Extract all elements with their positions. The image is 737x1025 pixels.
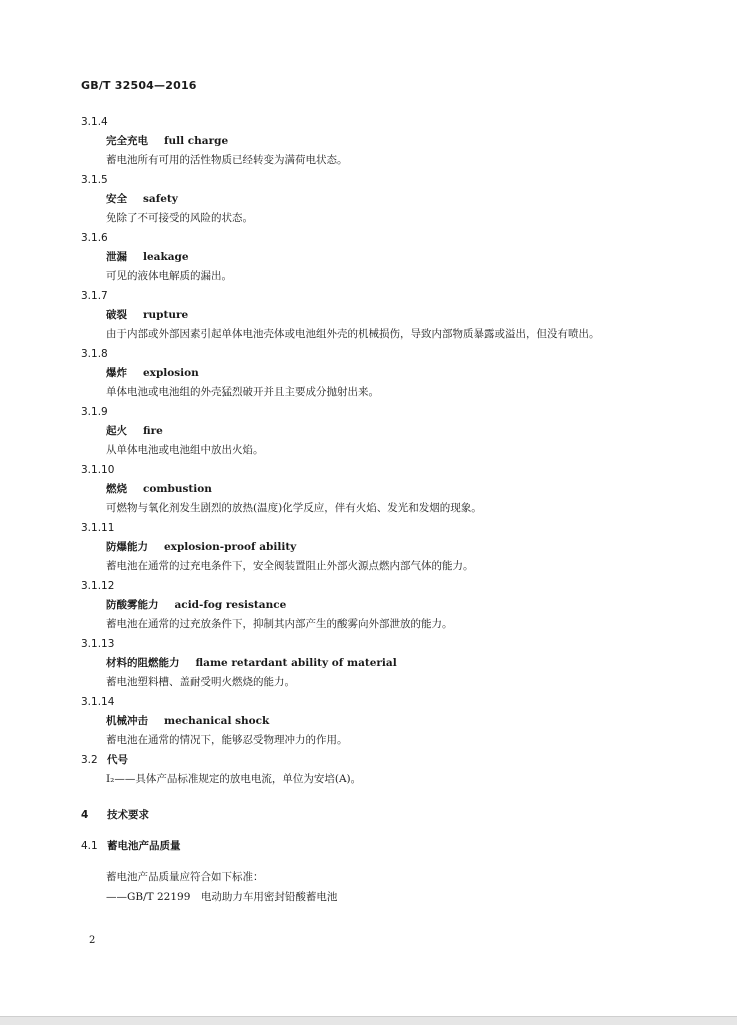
term-definition: 从单体电池或电池组中放出火焰。 bbox=[106, 444, 264, 456]
term-definition: 由于内部或外部因素引起单体电池壳体或电池组外壳的机械损伤，导致内部物质暴露或溢出，但没有喷出。 bbox=[106, 328, 600, 340]
symbol-definition: I₂——具体产品标准规定的放电电流，单位为安培(A)。 bbox=[106, 773, 362, 785]
term-entry bbox=[81, 229, 651, 286]
term-number: 3.1.7 bbox=[81, 290, 108, 302]
term-zh: 防爆能力 bbox=[106, 541, 148, 553]
term-zh: 破裂 bbox=[106, 309, 127, 321]
term-number: 3.1.5 bbox=[81, 174, 108, 186]
term-en: explosion-proof ability bbox=[164, 541, 297, 553]
term-en: explosion bbox=[143, 367, 199, 379]
term-number: 3.1.8 bbox=[81, 348, 108, 360]
term-en: mechanical shock bbox=[164, 715, 270, 727]
page-number: 2 bbox=[89, 935, 96, 946]
term-en: flame retardant ability of material bbox=[195, 657, 397, 669]
section-number: 4.1 bbox=[81, 840, 98, 852]
term-number: 3.1.10 bbox=[81, 464, 115, 476]
term-en: leakage bbox=[143, 251, 189, 263]
section-title: 技术要求 bbox=[107, 809, 149, 821]
term-entry bbox=[81, 693, 651, 750]
term-zh: 起火 bbox=[106, 425, 127, 437]
term-title bbox=[81, 248, 651, 267]
term-definition: 单体电池或电池组的外壳猛烈破开并且主要成分抛射出来。 bbox=[106, 386, 379, 398]
term-zh: 爆炸 bbox=[106, 367, 127, 379]
section-4-heading bbox=[81, 806, 651, 825]
term-entry bbox=[81, 519, 651, 576]
term-zh: 材料的阻燃能力 bbox=[106, 657, 180, 669]
term-title bbox=[81, 306, 651, 325]
term-title bbox=[81, 422, 651, 441]
term-en: fire bbox=[143, 425, 163, 437]
term-entry bbox=[81, 403, 651, 460]
section-number: 3.2 bbox=[81, 754, 98, 766]
term-title bbox=[81, 654, 651, 673]
term-title bbox=[81, 364, 651, 383]
term-entry bbox=[81, 113, 651, 170]
term-definition: 蓄电池在通常的过充电条件下，安全阀装置阻止外部火源点燃内部气体的能力。 bbox=[106, 560, 474, 572]
term-number: 3.1.4 bbox=[81, 116, 108, 128]
term-number: 3.1.14 bbox=[81, 696, 115, 708]
section-title: 蓄电池产品质量 bbox=[107, 840, 181, 852]
term-number: 3.1.6 bbox=[81, 232, 108, 244]
term-zh: 机械冲击 bbox=[106, 715, 148, 727]
term-title bbox=[81, 712, 651, 731]
term-definition: 免除了不可接受的风险的状态。 bbox=[106, 212, 253, 224]
term-entry bbox=[81, 635, 651, 692]
term-definition: 可见的液体电解质的漏出。 bbox=[106, 270, 232, 282]
term-zh: 完全充电 bbox=[106, 135, 148, 147]
term-entry bbox=[81, 461, 651, 518]
term-en: acid-fog resistance bbox=[174, 599, 287, 611]
section-number: 4 bbox=[81, 809, 89, 821]
term-zh: 泄漏 bbox=[106, 251, 127, 263]
term-zh: 防酸雾能力 bbox=[106, 599, 159, 611]
term-definition: 蓄电池在通常的情况下，能够忍受物理冲力的作用。 bbox=[106, 734, 348, 746]
term-entry bbox=[81, 577, 651, 634]
term-entry bbox=[81, 345, 651, 402]
standard-number: GB/T 32504—2016 bbox=[81, 79, 197, 92]
term-entry bbox=[81, 171, 651, 228]
standard-reference: ——GB/T 22199 电动助力车用密封铅酸蓄电池 bbox=[106, 891, 338, 903]
term-number: 3.1.12 bbox=[81, 580, 115, 592]
term-definition: 可燃物与氧化剂发生剧烈的放热(温度)化学反应，伴有火焰、发光和发烟的现象。 bbox=[106, 502, 482, 514]
term-number: 3.1.11 bbox=[81, 522, 115, 534]
term-title bbox=[81, 596, 651, 615]
term-title bbox=[81, 480, 651, 499]
term-title bbox=[81, 190, 651, 209]
term-definition: 蓄电池所有可用的活性物质已经转变为满荷电状态。 bbox=[106, 154, 348, 166]
term-en: combustion bbox=[143, 483, 212, 495]
term-zh: 安全 bbox=[106, 193, 127, 205]
term-entry bbox=[81, 287, 651, 344]
term-en: safety bbox=[143, 193, 178, 205]
document-body bbox=[81, 113, 651, 908]
term-en: full charge bbox=[164, 135, 229, 147]
section-title: 代号 bbox=[107, 754, 128, 766]
term-title bbox=[81, 132, 651, 151]
term-number: 3.1.13 bbox=[81, 638, 115, 650]
section-4-1-heading bbox=[81, 837, 651, 856]
term-number: 3.1.9 bbox=[81, 406, 108, 418]
section-3-2-heading bbox=[81, 751, 651, 770]
term-title bbox=[81, 538, 651, 557]
term-zh: 燃烧 bbox=[106, 483, 127, 495]
section-intro: 蓄电池产品质量应符合如下标准： bbox=[106, 871, 264, 883]
term-definition: 蓄电池塑料槽、盖耐受明火燃烧的能力。 bbox=[106, 676, 295, 688]
term-definition: 蓄电池在通常的过充放条件下，抑制其内部产生的酸雾向外部泄放的能力。 bbox=[106, 618, 453, 630]
term-en: rupture bbox=[143, 309, 189, 321]
